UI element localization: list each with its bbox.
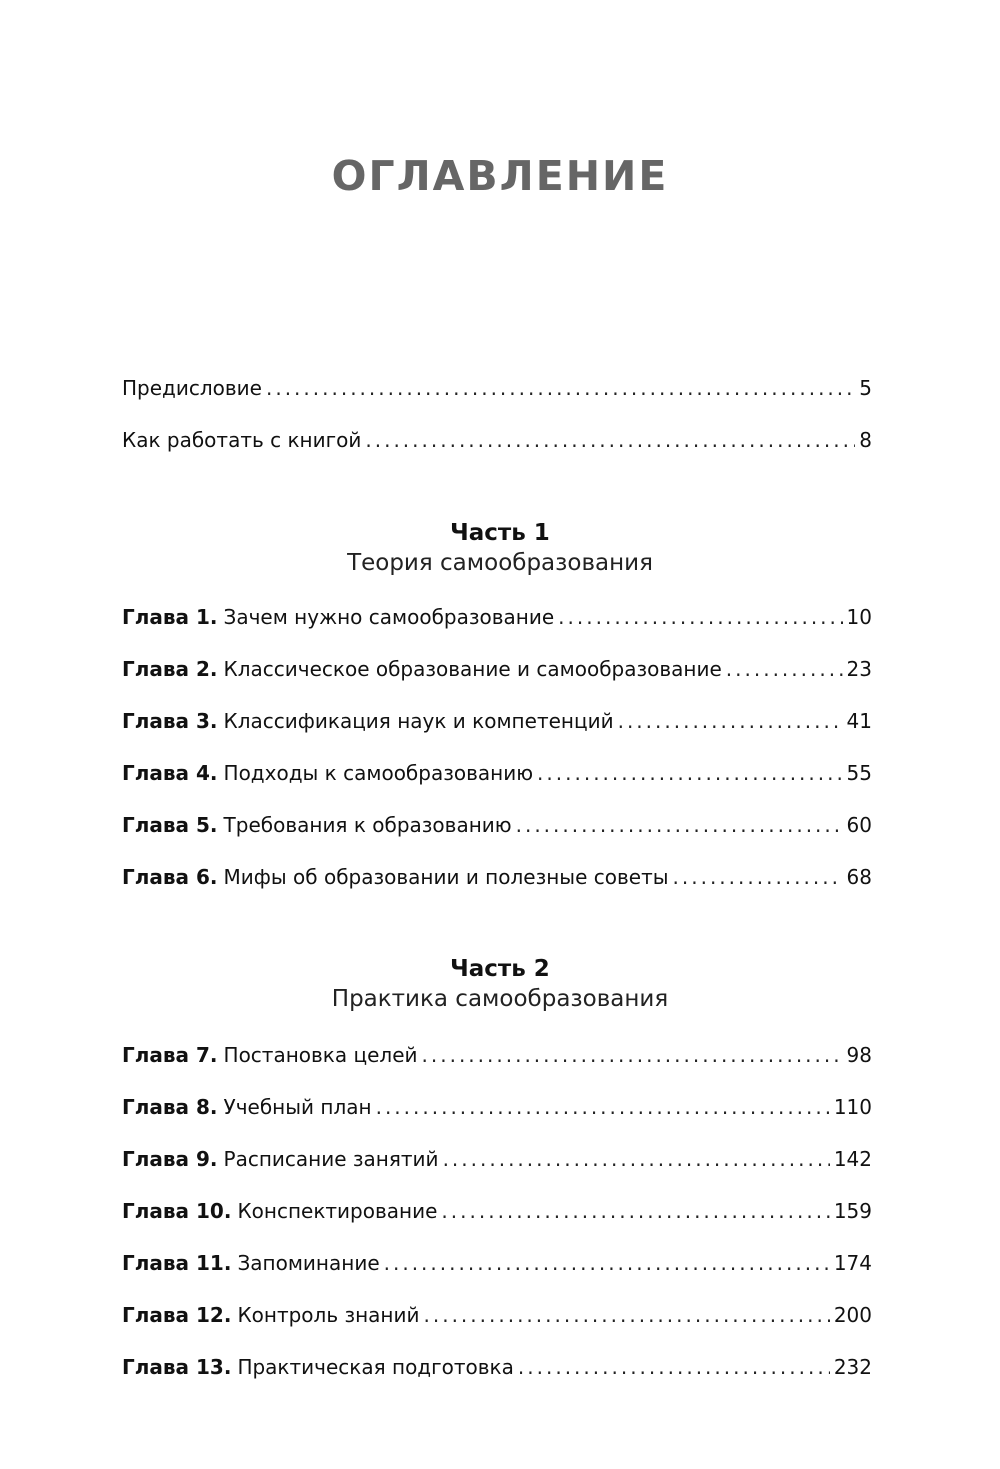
toc-entry-chapter-13[interactable] xyxy=(122,1352,872,1382)
chapter-title: Требования к образованию xyxy=(223,813,512,837)
page-number: 10 xyxy=(846,605,872,629)
page-number: 41 xyxy=(846,709,872,733)
chapter-label: Глава 4. xyxy=(122,761,218,785)
chapter-title: Постановка целей xyxy=(223,1043,418,1067)
part-title: Практика самообразования xyxy=(331,986,669,1012)
dot-leader xyxy=(537,758,843,788)
toc-entry-chapter-7[interactable] xyxy=(122,1040,872,1070)
toc-entry-chapter-2[interactable] xyxy=(122,654,872,684)
part-label: Часть 1 xyxy=(450,520,550,546)
page-number: 60 xyxy=(846,813,872,837)
toc-entry-chapter-1[interactable] xyxy=(122,602,872,632)
chapter-title: Конспектирование xyxy=(237,1199,438,1223)
chapter-label: Глава 11. xyxy=(122,1251,232,1275)
part-1-heading xyxy=(0,518,1000,578)
part-title: Теория самообразования xyxy=(347,550,653,576)
chapter-title: Подходы к самообразованию xyxy=(223,761,534,785)
page-number: 5 xyxy=(859,376,872,400)
chapter-title: Контроль знаний xyxy=(237,1303,420,1327)
page-number: 142 xyxy=(833,1147,872,1171)
page-number: 8 xyxy=(859,428,872,452)
toc-entry-chapter-3[interactable] xyxy=(122,706,872,736)
toc-entry-chapter-8[interactable] xyxy=(122,1092,872,1122)
chapter-title: Классификация наук и компетенций xyxy=(223,709,614,733)
page-number: 174 xyxy=(833,1251,872,1275)
chapter-title: Расписание занятий xyxy=(223,1147,439,1171)
toc-entry-chapter-10[interactable] xyxy=(122,1196,872,1226)
chapter-title: Запоминание xyxy=(237,1251,380,1275)
chapter-title: Учебный план xyxy=(223,1095,372,1119)
page-number: 23 xyxy=(846,657,872,681)
toc-entry-chapter-5[interactable] xyxy=(122,810,872,840)
page-number: 159 xyxy=(833,1199,872,1223)
chapter-label: Глава 9. xyxy=(122,1147,218,1171)
dot-leader xyxy=(422,1040,843,1070)
page-number: 68 xyxy=(846,865,872,889)
chapter-title: Классическое образование и самообразование xyxy=(223,657,722,681)
chapter-label: Глава 10. xyxy=(122,1199,232,1223)
page-title: ОГЛАВЛЕНИЕ xyxy=(331,152,669,200)
dot-leader xyxy=(516,810,843,840)
dot-leader xyxy=(558,602,842,632)
chapter-label: Глава 2. xyxy=(122,657,218,681)
toc-entry-chapter-12[interactable] xyxy=(122,1300,872,1330)
dot-leader xyxy=(673,862,843,892)
chapter-title: Практическая подготовка xyxy=(237,1355,514,1379)
dot-leader xyxy=(384,1248,830,1278)
dot-leader xyxy=(518,1352,830,1382)
page-number: 110 xyxy=(833,1095,872,1119)
toc-entry-chapter-11[interactable] xyxy=(122,1248,872,1278)
page-number: 232 xyxy=(833,1355,872,1379)
chapter-label: Глава 12. xyxy=(122,1303,232,1327)
dot-leader xyxy=(441,1196,829,1226)
part-2-heading xyxy=(0,954,1000,1014)
dot-leader xyxy=(376,1092,830,1122)
toc-entry-preface[interactable] xyxy=(122,373,872,403)
toc-entry-chapter-9[interactable] xyxy=(122,1144,872,1174)
page-number: 98 xyxy=(846,1043,872,1067)
entry-title: Как работать с книгой xyxy=(122,428,362,452)
toc-entry-chapter-6[interactable] xyxy=(122,862,872,892)
chapter-label: Глава 1. xyxy=(122,605,218,629)
chapter-title: Зачем нужно самообразование xyxy=(223,605,555,629)
dot-leader xyxy=(424,1300,830,1330)
chapter-label: Глава 8. xyxy=(122,1095,218,1119)
chapter-label: Глава 3. xyxy=(122,709,218,733)
part-label: Часть 2 xyxy=(450,956,550,982)
dot-leader xyxy=(443,1144,830,1174)
chapter-label: Глава 7. xyxy=(122,1043,218,1067)
page-number: 55 xyxy=(846,761,872,785)
dot-leader xyxy=(266,373,855,403)
entry-title: Предисловие xyxy=(122,376,262,400)
page-number: 200 xyxy=(833,1303,872,1327)
chapter-title: Мифы об образовании и полезные советы xyxy=(223,865,669,889)
chapter-label: Глава 6. xyxy=(122,865,218,889)
chapter-label: Глава 5. xyxy=(122,813,218,837)
toc-entry-chapter-4[interactable] xyxy=(122,758,872,788)
dot-leader xyxy=(726,654,843,684)
toc-entry-how-to-use[interactable] xyxy=(122,425,872,455)
chapter-label: Глава 13. xyxy=(122,1355,232,1379)
dot-leader xyxy=(365,425,855,455)
dot-leader xyxy=(618,706,843,736)
